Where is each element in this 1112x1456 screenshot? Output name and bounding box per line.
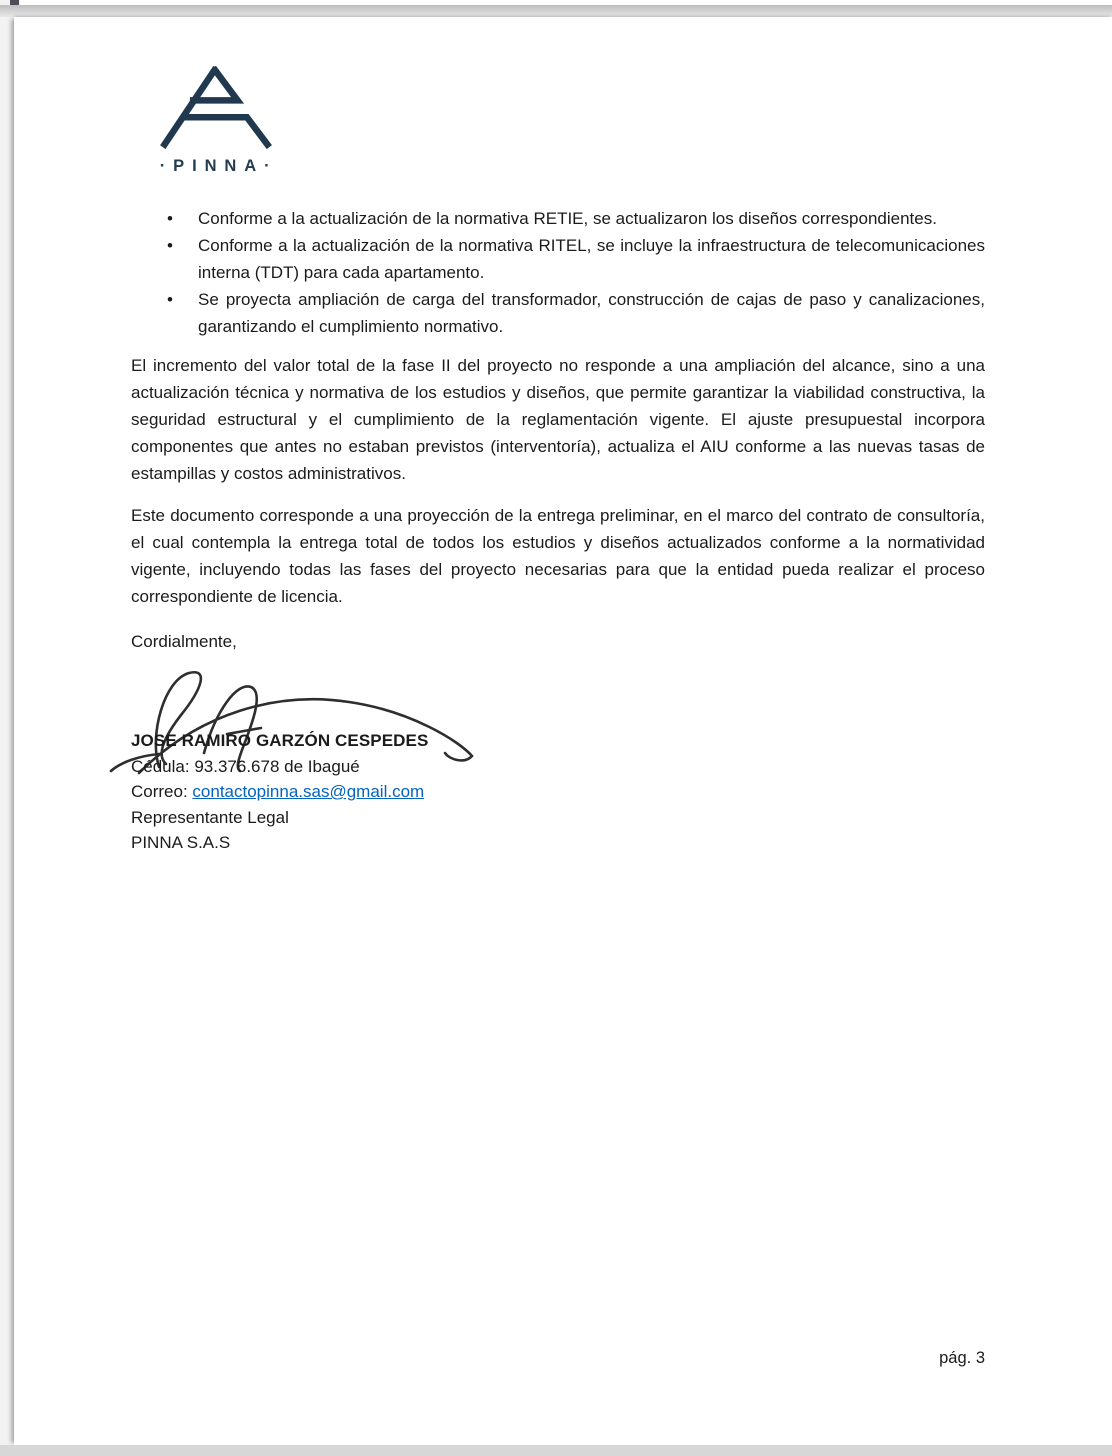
list-item bbox=[131, 232, 985, 286]
logo-wordmark: ·PINNA· bbox=[159, 157, 278, 175]
list-item bbox=[131, 286, 985, 340]
company-name: PINNA S.A.S bbox=[131, 833, 231, 852]
email-link[interactable]: contactopinna.sas@gmail.com bbox=[192, 782, 425, 801]
bullet-icon: • bbox=[167, 236, 173, 255]
list-item bbox=[131, 205, 985, 232]
bullet-text: Conforme a la actualización de la normativa RITEL, se incluye la infraestructura de telecomunicaciones interna (TDT) para cada apartamento. bbox=[198, 236, 985, 282]
bullet-list bbox=[131, 205, 985, 340]
signer-id: Cédula: 93.376.678 de Ibagué bbox=[131, 756, 360, 776]
company-logo bbox=[132, 63, 302, 180]
signature-block bbox=[131, 728, 428, 856]
bullet-text: Se proyecta ampliación de carga del transformador, construcción de cajas de paso y canalizaciones, garantizando el cumplimiento normativo. bbox=[198, 290, 985, 336]
body-paragraph: Este documento corresponde a una proyección de la entrega preliminar, en el marco del contrato de consultoría, el cual contempla la entrega total de todos los estudios y diseños actualizados conforme a la normatividad vigente, incluyendo todas las fases del proyecto necesarias para que la entidad pueda realizar el proceso correspondiente de licencia. bbox=[131, 506, 985, 606]
viewer-bottom-gap bbox=[0, 1445, 1112, 1456]
salutation: Cordialmente, bbox=[131, 632, 237, 651]
body-paragraph: El incremento del valor total de la fase II del proyecto no responde a una ampliación del alcance, sino a una actualización técnica y normativa de los estudios y diseños, que permite garantizar la viabilidad constructiva, la seguridad estructural y el cumplimiento de la reglamentación vigente. El ajuste presupuestal incorpora componentes que antes no estaban previstos (interventoría), actualiza el AIU conforme a las nuevas tasas de estampillas y costos administrativos. bbox=[131, 356, 985, 483]
page-content bbox=[14, 17, 1112, 1445]
email-label: Correo: bbox=[131, 782, 193, 801]
page-separator bbox=[0, 5, 1112, 17]
page-number: pág. 3 bbox=[939, 1349, 985, 1367]
document-page bbox=[14, 17, 1112, 1445]
email-line bbox=[131, 779, 428, 805]
signer-role: Representante Legal bbox=[131, 807, 289, 827]
bullet-text: Conforme a la actualización de la normativa RETIE, se actualizaron los diseños correspondientes. bbox=[198, 209, 937, 228]
signer-name: JOSE RAMIRO GARZÓN CESPEDES bbox=[131, 731, 429, 750]
pinna-logo-icon bbox=[156, 63, 278, 149]
bullet-icon: • bbox=[167, 209, 173, 228]
bullet-icon: • bbox=[167, 290, 173, 309]
